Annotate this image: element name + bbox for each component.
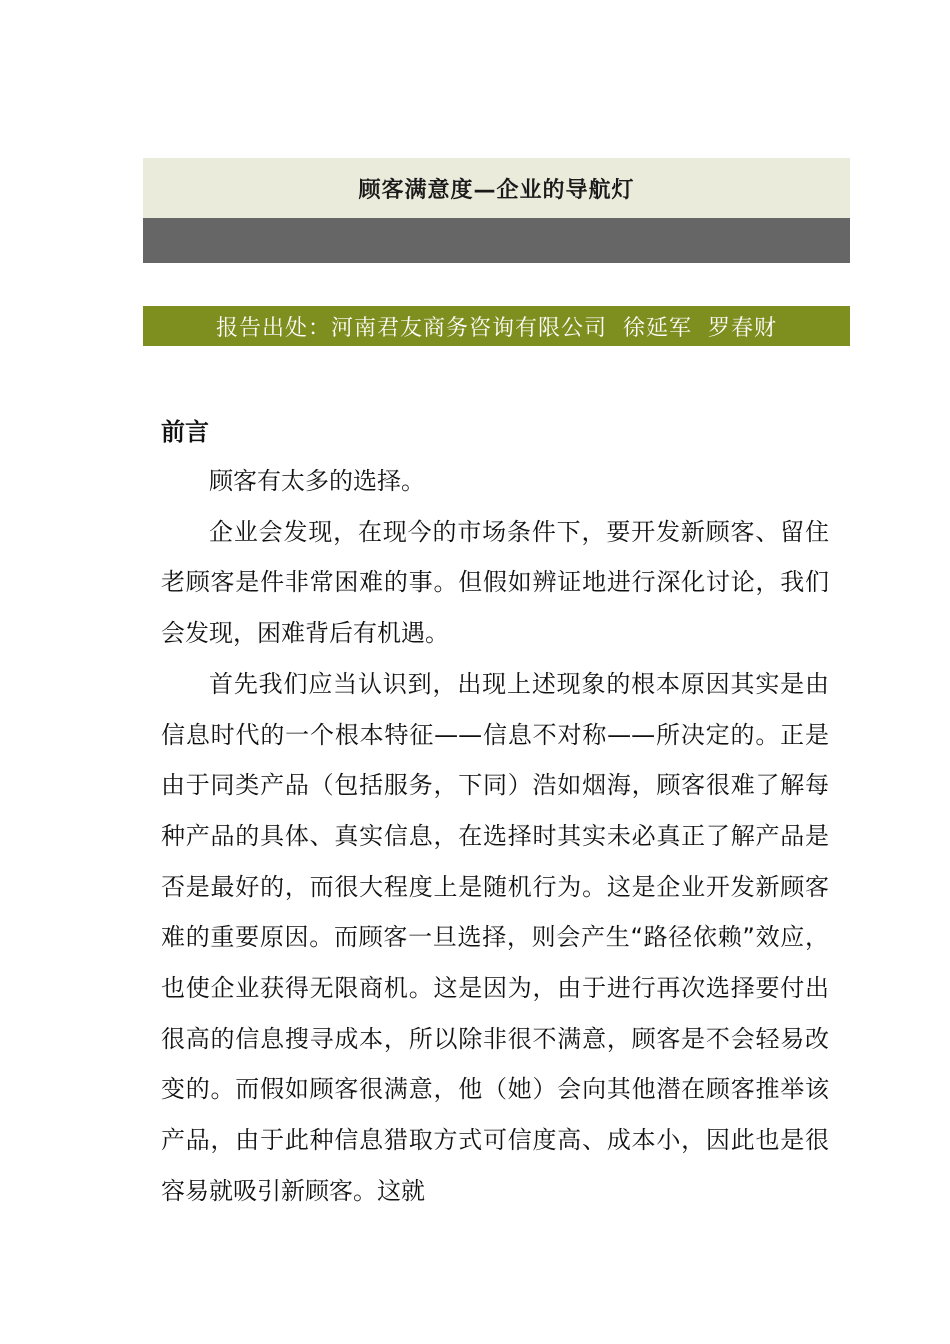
title-band xyxy=(143,158,850,218)
source-band xyxy=(143,306,850,346)
report-source: 报告出处：河南君友商务咨询有限公司 徐延军 罗春财 xyxy=(216,315,777,341)
paragraph-3: 首先我们应当认识到，出现上述现象的根本原因其实是由信息时代的一个根本特征——信息不对称——所决定的。正是由于同类产品（包括服务，下同）浩如烟海，顾客很难了解每种产品的具体、真实信息，在选择时其实未必真正了解产品是否是最好的，而很大程度上是随机行为。这是企业开发新顾客难的重要原因。而顾客一旦选择，则会产生“路径依赖”效应，也使企业获得无限商机。这是因为，由于进行再次选择要付出很高的信息搜寻成本，所以除非很不满意，顾客是不会轻易改变的。而假如顾客很满意，他（她）会向其他潜在顾客推举该产品，由于此种信息猎取方式可信度高、成本小，因此也是很容易就吸引新顾客。这就 xyxy=(161,669,829,1205)
paragraph-2: 企业会发现，在现今的市场条件下，要开发新顾客、留住老顾客是件非常困难的事。但假如辨证地进行深化讨论，我们会发现，困难背后有机遇。 xyxy=(161,517,829,648)
document-title: 顾客满意度—企业的导航灯 xyxy=(358,177,635,203)
section-heading-preface: 前言 xyxy=(161,418,209,446)
paragraph-1: 顾客有太多的选择。 xyxy=(209,467,425,495)
gray-divider-band xyxy=(143,218,850,263)
document-body xyxy=(161,408,829,1217)
